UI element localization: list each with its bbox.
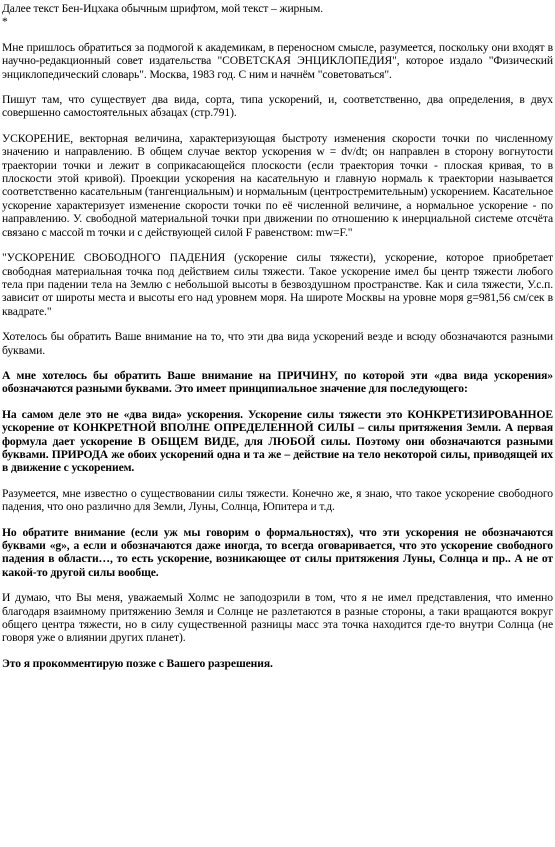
paragraph-encyclopedia-intro: Мне пришлось обратиться за подмогой к академикам, в переносном смысле, разумеется, поскольку они входят в научно-редакционный совет издательства "СОВЕТСКАЯ ЭНЦИКЛОПЕДИЯ", которое издало "Физический энциклопедический словарь". Москва, 1983 год. С ним и начнём "советоваться". <box>2 40 553 81</box>
bold-paragraph-comment-later: Это я прокомментирую позже с Вашего разрешения. <box>2 656 273 670</box>
paragraph-different-letters: Хотелось бы обратить Ваше внимание на то, что эти два вида ускорений везде и всюду обозначаются разными буквами. <box>2 330 553 357</box>
paragraph-holmes: И думаю, что Вы меня, уважаемый Холмс не заподозрили в том, что я не имел представления, что именно благодаря взаимному притяжению Земля и Солнце не разлетаются в разные стороны, а таки вращаются вокруг общего центра тяжести, но в силу существенной разницы масс эта точка находится где-то внутри Солнца (не говоря уже о влиянии других планет). <box>2 591 553 645</box>
paragraph-acceleration-definition: УСКОРЕНИЕ, векторная величина, характеризующая быстроту изменения скорости точки по численному значению и направлению. В общем случае вектор ускорения w = dv/dt; он направлен в сторону вогнутости траектории точки и лежит в соприкасающейся плоскости (если траектория точки - плоская кривая, то в плоскости этой кривой). Проекции ускорения на касательную и главную нормаль к траектории называется соответственно касательным (тангенциальным) и нормальным (центростремительным) ускорением. Касательное ускорение характеризует изменение скорости точки по её численной величине, а нормальное ускорение - по направлению. У. свободной материальной точки при движении по отношению к инерциальной системе отсчёта связано с массой m точки и с действующей силой F равенством: mw=F." <box>2 131 553 239</box>
separator-asterisk: * <box>2 15 8 29</box>
bold-paragraph-notation: Но обратите внимание (если уж мы говорим о формальностях), что эти ускорения не обозначаются буквами «g», а если и обозначаются даже иногда, то всегда оговаривается, что это ускорение свободного падения в области…, то есть ускорение, возникающее от силы притяжения Луны, Солнца и пр.. А не от какой-то другой силы вообще. <box>2 525 553 579</box>
bold-paragraph-cause: А мне хотелось бы обратить Ваше внимание на ПРИЧИНУ, по которой эти «два вида ускорения» обозначаются разными буквами. Это имеет принципиальное значение для последующего: <box>2 368 553 396</box>
bold-paragraph-not-two-types: На самом деле это не «два вида» ускорения. Ускорение силы тяжести это КОНКРЕТИЗИРОВАННОЕ ускорение от КОНКРЕТНОЙ ВПОЛНЕ ОПРЕДЕЛЕННОЙ СИЛЫ – силы притяжения Земли. А первая формула дает ускорение В ОБЩЕМ ВИДЕ, для ЛЮБОЙ силы. Поэтому они обозначаются разными буквами. ПРИРОДА же обоих ускорений одна и та же – действие на тело некоторой силы, приводящей их в движение с ускорением. <box>2 407 553 475</box>
paragraph-free-fall-definition: "УСКОРЕНИЕ СВОБОДНОГО ПАДЕНИЯ (ускорение силы тяжести), ускорение, которое приобретает свободная материальная точка под действием силы тяжести. Такое ускорение имел бы центр тяжести любого тела при падении тела на Землю с небольшой высоты в безвоздушном пространстве. Как и сила тяжести, У.с.п. зависит от широты места и высоты его над уровнем моря. На широте Москвы на уровне моря g=981,56 см/сек в квадрате." <box>2 251 553 318</box>
document-body <box>2 2 553 670</box>
intro-note: Далее текст Бен-Ицхака обычным шрифтом, мой текст – жирным. <box>2 2 324 15</box>
paragraph-two-types: Пишут там, что существует два вида, сорта, типа ускорений, и, соответственно, два определения, в двух совершенно самостоятельных абзацах (стр.791). <box>2 93 553 120</box>
paragraph-gravity-known: Разумеется, мне известно о существовании силы тяжести. Конечно же, я знаю, что такое ускорение свободного падения, что оно различно для Земли, Луны, Солнца, Юпитера и т.д. <box>2 486 553 514</box>
